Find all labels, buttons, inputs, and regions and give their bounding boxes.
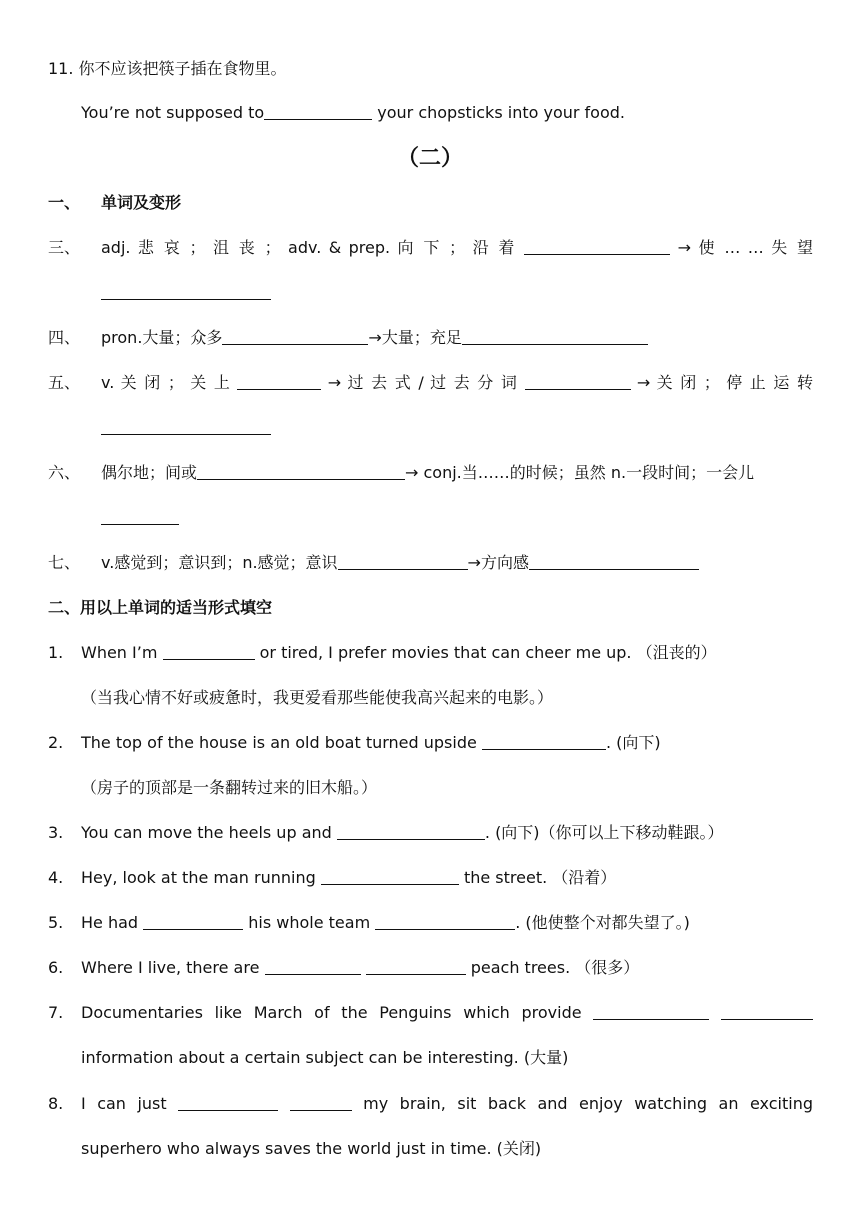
part1-heading: [48, 192, 182, 214]
answer-blank[interactable]: [321, 868, 459, 885]
part2-heading: 二、用以上单词的适当形式填空: [48, 598, 273, 617]
vocab-text: adj. 悲 哀 ； 沮 丧 ； adv. & prep. 向 下 ； 沿 着: [101, 238, 517, 257]
answer-blank[interactable]: [178, 1094, 278, 1111]
sentence-text: You’re not supposed to: [81, 103, 265, 122]
vocab-text: → conj.当……的时候；虽然 n.一段时间；一会儿: [405, 463, 755, 482]
sentence-text: peach trees. （很多）: [470, 958, 640, 977]
vocab-text: v.感觉到；意识到；n.感觉；意识: [101, 553, 338, 572]
answer-blank[interactable]: [524, 238, 670, 255]
sentence-text: You can move the heels up and: [81, 823, 332, 842]
answer-blank[interactable]: [482, 733, 606, 750]
vocab-item-5-number: 五、: [48, 373, 81, 392]
answer-blank[interactable]: [337, 823, 485, 840]
heading-title: 单词及变形: [101, 193, 182, 212]
sentence-text: my brain, sit back and enjoy watching an exciting: [363, 1094, 813, 1113]
answer-blank[interactable]: [593, 1003, 709, 1020]
answer-blank[interactable]: [101, 508, 179, 525]
vocab-item-5: [101, 372, 813, 394]
answer-blank[interactable]: [529, 553, 699, 570]
exercise-7: [81, 1002, 813, 1024]
answer-blank[interactable]: [375, 913, 515, 930]
exercise-1-translation: （当我心情不好或疲惫时，我更爱看那些能使我高兴起来的电影。）: [81, 688, 554, 707]
vocab-item-4: [101, 327, 648, 349]
sentence-text: He had: [81, 913, 139, 932]
exercise-8-line2: superhero who always saves the world just in time. (关闭): [81, 1139, 542, 1158]
exercise-8-number: 8.: [48, 1094, 64, 1113]
exercise-2-translation: （房子的顶部是一条翻转过来的旧木船。）: [81, 778, 378, 797]
answer-blank[interactable]: [237, 373, 321, 390]
sentence-text: . (他使整个对都失望了。): [515, 913, 690, 932]
answer-blank[interactable]: [265, 958, 361, 975]
answer-blank[interactable]: [101, 418, 271, 435]
answer-blank[interactable]: [338, 553, 468, 570]
answer-blank[interactable]: [143, 913, 243, 930]
sentence-text: your chopsticks into your food.: [372, 103, 625, 122]
vocab-item-4-number: 四、: [48, 328, 81, 347]
vocab-item-6: [101, 462, 754, 484]
exercise-1: [81, 642, 717, 664]
vocab-item-5-line2: [101, 417, 271, 439]
item-number: 11.: [48, 59, 74, 78]
answer-blank[interactable]: [525, 373, 631, 390]
item-chinese-text: 你不应该把筷子插在食物里。: [78, 59, 287, 78]
sentence-text: Hey, look at the man running: [81, 868, 316, 887]
exercise-8: [81, 1093, 813, 1115]
answer-blank[interactable]: [721, 1003, 813, 1020]
sentence-text: the street. （沿着）: [463, 868, 617, 887]
exercise-5: [81, 912, 690, 934]
exercise-2: [81, 732, 661, 754]
vocab-text: 偶尔地；间或: [101, 463, 198, 482]
vocab-item-3-line2: [101, 282, 271, 304]
exercise-7-line2: information about a certain subject can be interesting. (大量): [81, 1048, 569, 1067]
vocab-text: v. 关 闭 ； 关 上: [101, 373, 232, 392]
heading-number: 一、: [48, 193, 81, 212]
vocab-item-6-number: 六、: [48, 463, 81, 482]
sentence-text: I can just: [81, 1094, 167, 1113]
vocab-text: → 使 … … 失 望: [677, 238, 814, 257]
answer-blank[interactable]: [222, 328, 368, 345]
sentence-text: his whole team: [248, 913, 371, 932]
answer-blank[interactable]: [101, 283, 271, 300]
section-title: （二）: [396, 146, 463, 171]
sentence-text: . (向下)（你可以上下移动鞋跟。）: [484, 823, 724, 842]
answer-blank[interactable]: [366, 958, 466, 975]
exercise-5-number: 5.: [48, 913, 64, 932]
vocab-item-6-line2: [101, 507, 179, 529]
sentence-text: Documentaries like March of the Penguins which provide: [81, 1003, 582, 1022]
vocab-item-3-number: 三、: [48, 238, 81, 257]
answer-blank[interactable]: [264, 103, 372, 120]
exercise-6: [81, 957, 639, 979]
vocab-text: pron.大量；众多: [101, 328, 223, 347]
exercise-1-number: 1.: [48, 643, 64, 662]
exercise-2-number: 2.: [48, 733, 64, 752]
vocab-item-7-number: 七、: [48, 553, 81, 572]
exercise-6-number: 6.: [48, 958, 64, 977]
sentence-text: Where I live, there are: [81, 958, 260, 977]
answer-blank[interactable]: [197, 463, 405, 480]
vocab-text: →方向感: [467, 553, 529, 572]
answer-blank[interactable]: [462, 328, 648, 345]
item-11-english: [81, 102, 625, 124]
exercise-7-number: 7.: [48, 1003, 64, 1022]
answer-blank[interactable]: [290, 1094, 352, 1111]
sentence-text: or tired, I prefer movies that can cheer me up. （沮丧的）: [259, 643, 717, 662]
vocab-item-3: [101, 237, 813, 259]
answer-blank[interactable]: [163, 643, 255, 660]
exercise-3: [81, 822, 724, 844]
exercise-3-number: 3.: [48, 823, 64, 842]
exercise-4: [81, 867, 616, 889]
item-11-chinese: [48, 58, 287, 80]
vocab-item-7: [101, 552, 699, 574]
vocab-text: → 过 去 式 / 过 去 分 词: [327, 373, 519, 392]
sentence-text: The top of the house is an old boat turned upside: [81, 733, 477, 752]
vocab-text: → 关 闭 ； 停 止 运 转: [636, 373, 814, 392]
exercise-4-number: 4.: [48, 868, 64, 887]
sentence-text: When I’m: [81, 643, 158, 662]
vocab-text: →大量；充足: [368, 328, 462, 347]
sentence-text: . (向下): [605, 733, 661, 752]
